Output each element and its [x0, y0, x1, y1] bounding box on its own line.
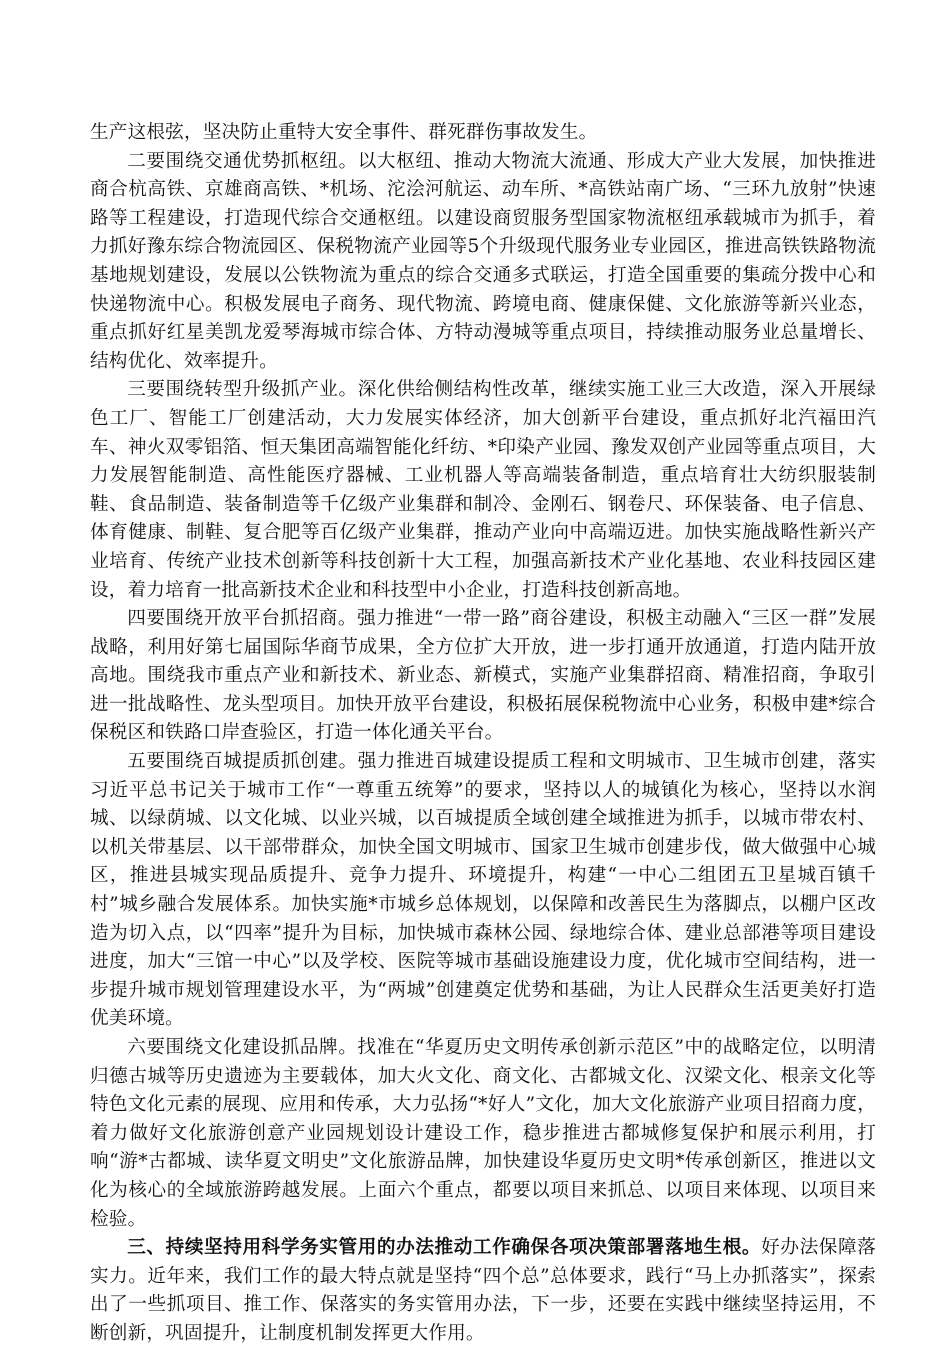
paragraph-city-quality: 五要围绕百城提质抓创建。强力推进百城建设提质工程和文明城市、卫生城市创建，落实习近平总书记关于城市工作“一尊重五统筹”的要求，坚持以人的城镇化为核心，坚持以水润城、以绿荫城、以文化城、以业兴城，以百城提质全域创建全域推进为抓手，以城市带农村、以机关带基层、以干部带群众，加快全国文明城市、国家卫生城市创建步伐，做大做强中心城区，推进县城实现品质提升、竞争力提升、环境提升，构建“一中心二组团五卫星城百镇千村”城乡融合发展体系。加快实施*市城乡总体规划，以保障和改善民生为落脚点，以棚户区改造为切入点，以“四率”提升为目标，加快城市森林公园、绿地综合体、建业总部港等项目建设进度，加大“三馆一中心”以及学校、医院等城市基础设施建设力度，优化城市空间结构，进一步提升城市规划管理建设水平，为“两城”创建奠定优势和基础，为让人民群众生活更美好打造优美环境。 [90, 751, 876, 1030]
section-three-body: 好办法保障落实力。近年来，我们工作的最大特点就是坚持“四个总”总体要求，践行“马上办抓落实”，探索出了一些抓项目、推工作、保落实的务实管用办法，下一步，还要在实践中继续坚持运用，不断创新，巩固提升，让制度机制发挥更大作用。 [90, 1237, 877, 1344]
paragraph-transport-hub: 二要围绕交通优势抓枢纽。以大枢纽、推动大物流大流通、形成大产业大发展，加快推进商合杭高铁、京雄商高铁、*机场、沱浍河航运、动车所、*高铁站南广场、“三环九放射”快速路等工程建设，打造现代综合交通枢纽。以建设商贸服务型国家物流枢纽承载城市为抓手，着力抓好豫东综合物流园区、保税物流产业园等5个升级现代服务业专业园区，推进高铁铁路物流基地规划建设，发展以公铁物流为重点的综合交通多式联运，打造全国重要的集疏分拨中心和快递物流中心。积极发展电子商务、现代物流、跨境电商、健康保健、文化旅游等新兴业态，重点抓好红星美凯龙爱琴海城市综合体、方特动漫城等重点项目，持续推动服务业总量增长、结构优化、效率提升。 [90, 150, 876, 372]
paragraph-industry-upgrade: 三要围绕转型升级抓产业。深化供给侧结构性改革，继续实施工业三大改造，深入开展绿色工厂、智能工厂创建活动，大力发展实体经济，加大创新平台建设，重点抓好北汽福田汽车、神火双零铝箔、恒天集团高端智能化纤纺、*印染产业园、豫发双创产业园等重点项目，大力发展智能制造、高性能医疗器械、工业机器人等高端装备制造，重点培育壮大纺织服装制鞋、食品制造、装备制造等千亿级产业集群和制冷、金刚石、钢卷尺、环保装备、电子信息、体育健康、制鞋、复合肥等百亿级产业集群，推动产业向中高端迈进。加快实施战略性新兴产业培育、传统产业技术创新等科技创新十大工程，加强高新技术产业化基地、农业科技园区建设，着力培育一批高新技术企业和科技型中小企业，打造科技创新高地。 [90, 379, 876, 601]
paragraph-culture-brand: 六要围绕文化建设抓品牌。找准在“华夏历史文明传承创新示范区”中的战略定位，以明清归德古城等历史遗迹为主要载体，加大火文化、商文化、古都城文化、汉梁文化、根亲文化等特色文化元素的展现、应用和传承，大力弘扬“*好人”文化，加大文化旅游产业项目招商力度，着力做好文化旅游创意产业园规划设计建设工作，稳步推进古都城修复保护和展示利用，打响“游*古都城、读华夏文明史”文化旅游品牌，加快建设华夏历史文明*传承创新区，推进以文化为核心的全域旅游跨越发展。上面六个重点，都要以项目来抓总、以项目来体现、以项目来检验。 [90, 1037, 876, 1230]
paragraph-section-three [90, 1234, 876, 1348]
document-page [90, 119, 876, 1349]
paragraph-continuation: 生产这根弦，坚决防止重特大安全事件、群死群伤事故发生。 [90, 122, 598, 143]
section-three-heading: 三、持续坚持用科学务实管用的办法推动工作确保各项决策部署落地生根。 [127, 1237, 762, 1259]
paragraph-investment-opening: 四要围绕开放平台抓招商。强力推进“一带一路”商谷建设，积极主动融入“三区一群”发展战略，利用好第七届国际华商节成果，全方位扩大开放，进一步打通开放通道，打造内陆开放高地。围绕我市重点产业和新技术、新业态、新模式，实施产业集群招商、精准招商，争取引进一批战略性、龙头型项目。加快开放平台建设，积极拓展保税物流中心业务，积极申建*综合保税区和铁路口岸查验区，打造一体化通关平台。 [90, 608, 876, 744]
